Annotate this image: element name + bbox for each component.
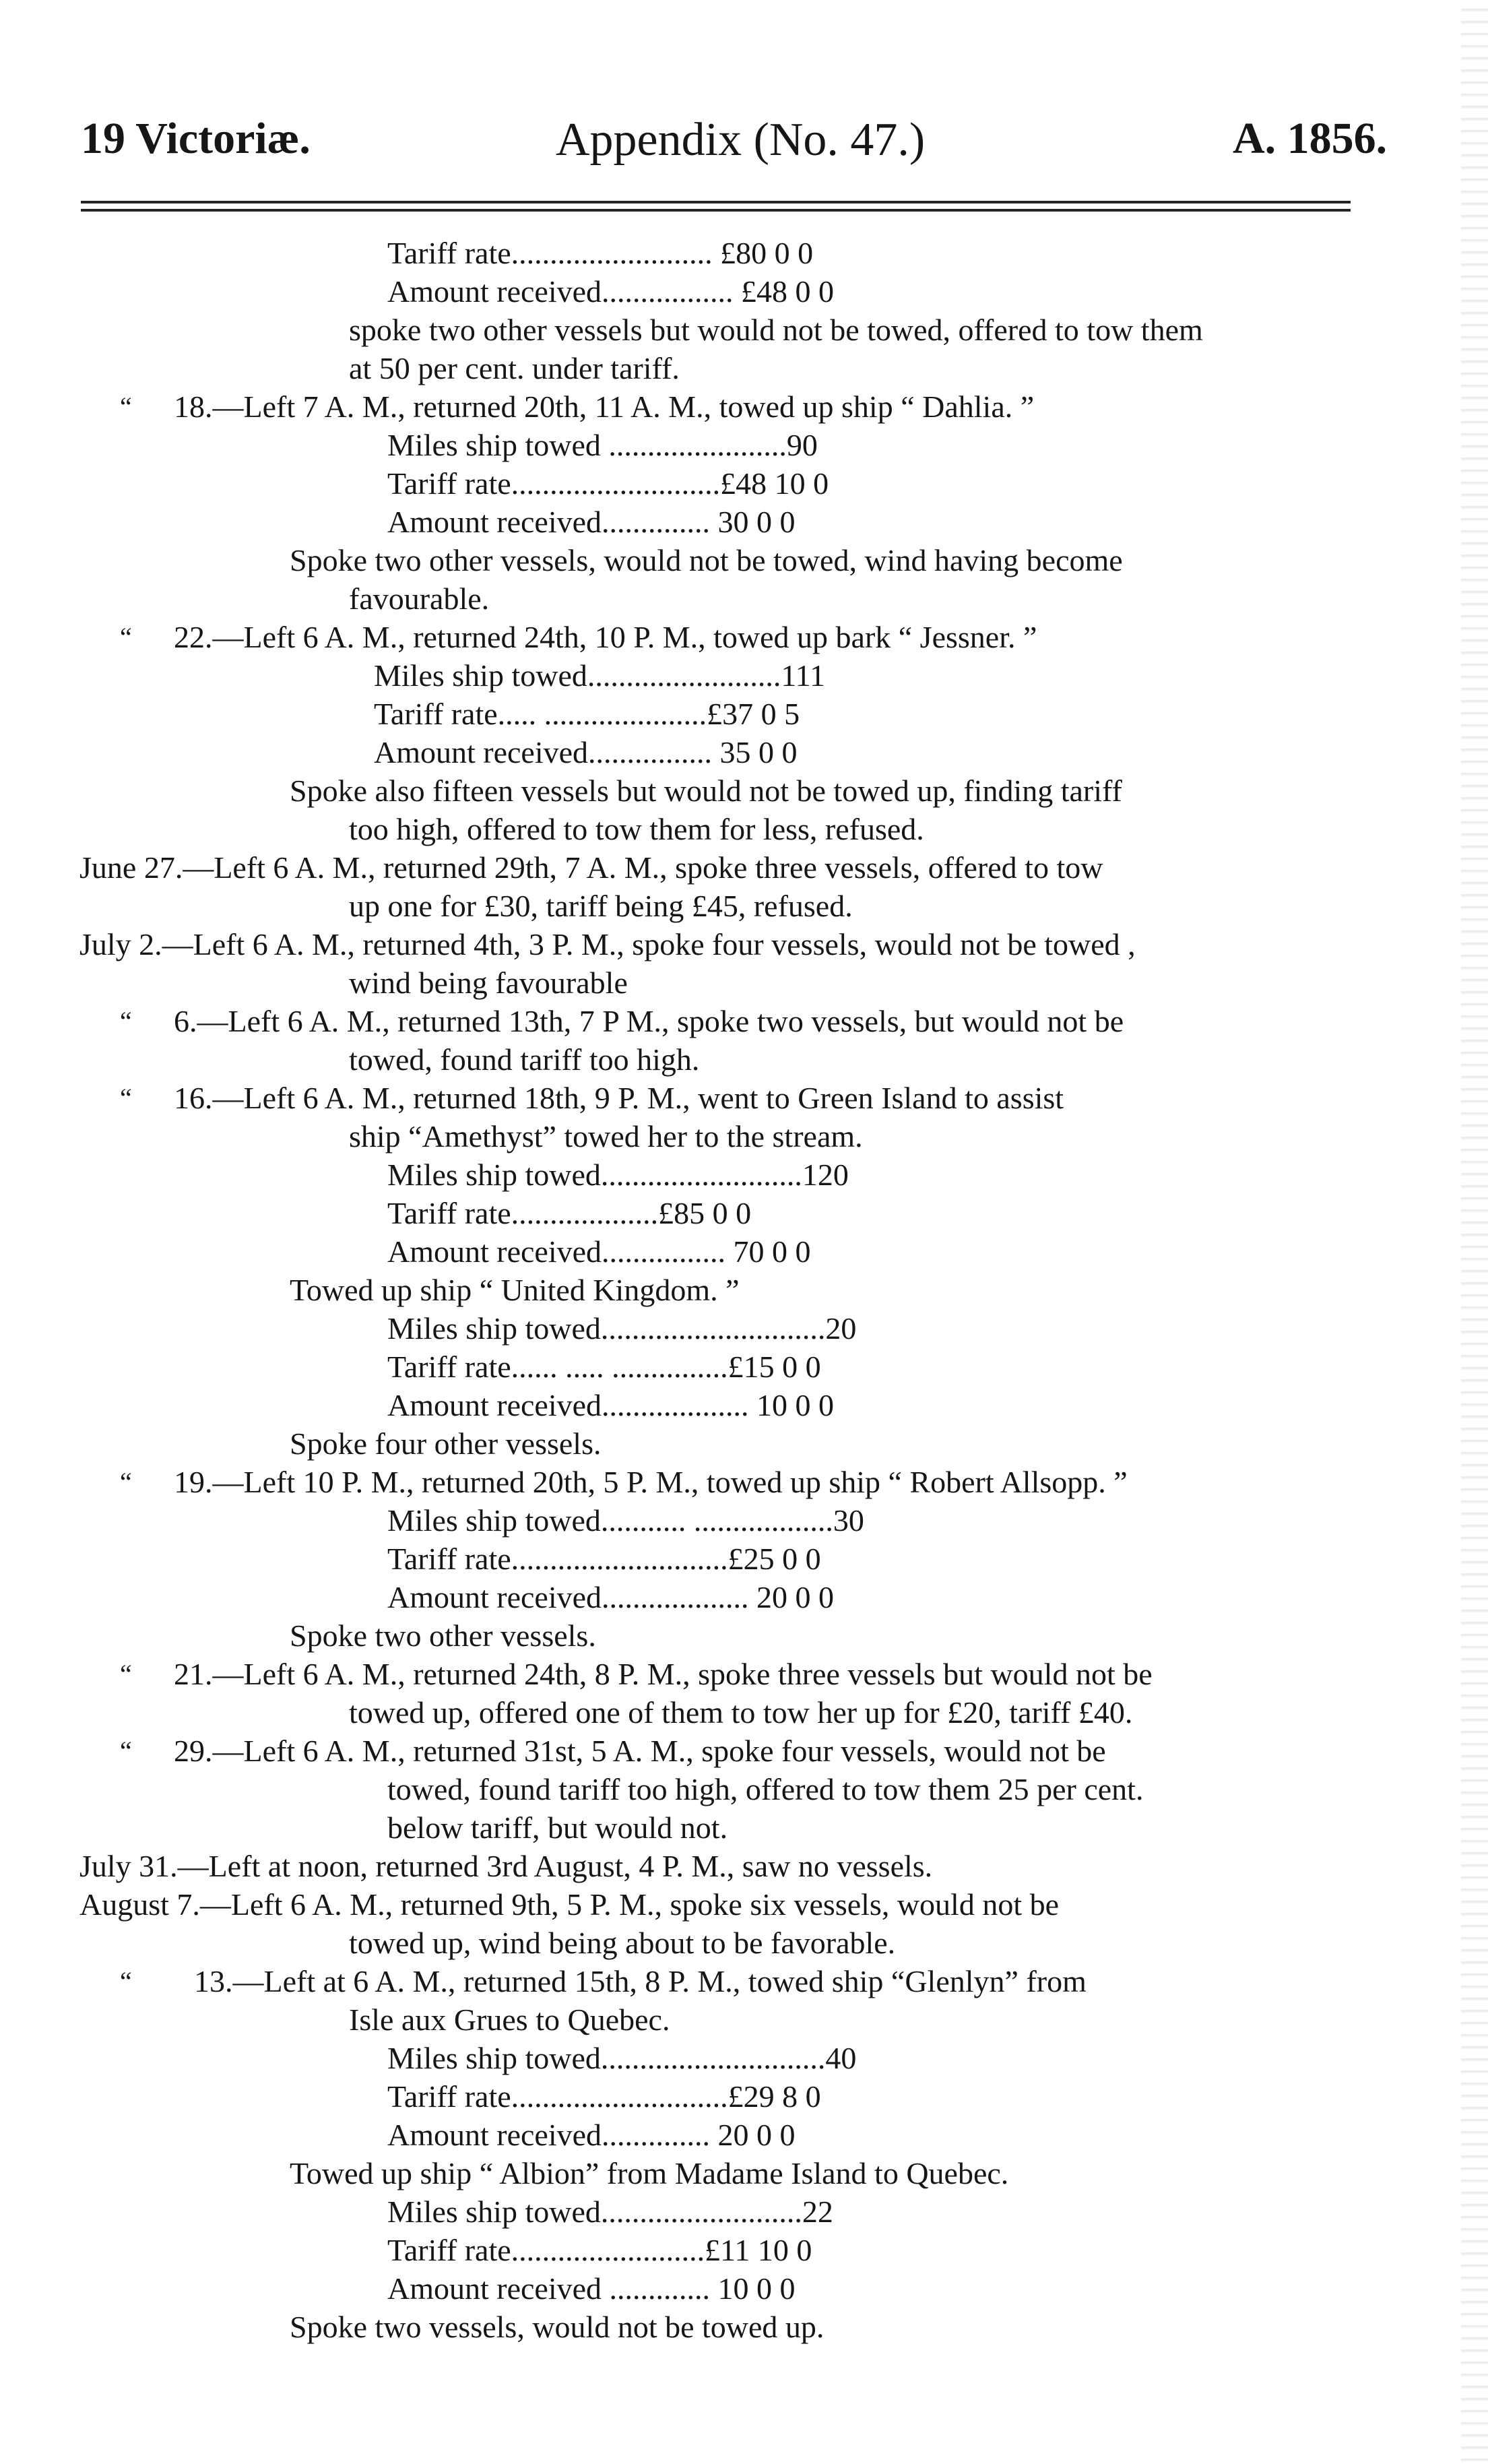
log-line: at 50 per cent. under tariff.: [349, 351, 680, 385]
log-line: 16.—Left 6 A. M., returned 18th, 9 P. M., went to Green Island to assist: [174, 1081, 1064, 1115]
log-line: Spoke four other vessels.: [290, 1426, 602, 1461]
log-line: Spoke also fifteen vessels but would not be towed up, finding tariff: [290, 773, 1122, 808]
log-line: Spoke two other vessels, would not be towed, wind having become: [290, 543, 1123, 577]
log-line: Amount received................... 10 0 0: [387, 1388, 835, 1422]
log-line: 21.—Left 6 A. M., returned 24th, 8 P. M., spoke three vessels but would not be: [174, 1657, 1153, 1691]
log-line: Towed up ship “ United Kingdom. ”: [290, 1273, 740, 1307]
scan-edge-noise: [1461, 0, 1488, 2464]
log-line: 29.—Left 6 A. M., returned 31st, 5 A. M., spoke four vessels, would not be: [174, 1734, 1106, 1768]
log-line: Tariff rate.......................... £80 0 0: [387, 236, 814, 270]
log-line: towed up, wind being about to be favorable.: [349, 1926, 896, 1960]
log-line: Miles ship towed........... ..................30: [387, 1503, 864, 1538]
header-rule-bottom: [81, 209, 1351, 212]
log-line: below tariff, but would not.: [387, 1810, 728, 1845]
log-line: wind being favourable: [349, 966, 628, 1000]
log-line: August 7.—Left 6 A. M., returned 9th, 5 P. M., spoke six vessels, would not be: [79, 1887, 1060, 1922]
log-line: Miles ship towed.............................40: [387, 2041, 857, 2075]
log-line: favourable.: [349, 581, 490, 616]
log-line: July 2.—Left 6 A. M., returned 4th, 3 P. M., spoke four vessels, would not be towed ,: [79, 927, 1136, 961]
log-line: Amount received................. £48 0 0: [387, 274, 835, 309]
log-line: towed up, offered one of them to tow her up for £20, tariff £40.: [349, 1695, 1133, 1730]
log-line: too high, offered to tow them for less, refused.: [349, 812, 924, 846]
log-line: Tariff rate...................£85 0 0: [387, 1196, 752, 1230]
log-line: spoke two other vessels but would not be towed, offered to tow them: [349, 313, 1203, 347]
log-line: Amount received.............. 20 0 0: [387, 2118, 796, 2152]
log-line: July 31.—Left at noon, returned 3rd August, 4 P. M., saw no vessels.: [79, 1849, 933, 1883]
log-line: towed, found tariff too high.: [349, 1042, 700, 1077]
log-line: up one for £30, tariff being £45, refused.: [349, 889, 853, 923]
ditto-mark: “: [120, 1006, 132, 1036]
log-line: Miles ship towed..........................120: [387, 1158, 849, 1192]
log-line: Tariff rate...... ..... ...............£15 0 0: [387, 1350, 821, 1384]
log-line: Miles ship towed .......................90: [387, 428, 818, 462]
log-line: Tariff rate...........................£48 10 0: [387, 466, 829, 501]
log-line: Miles ship towed.............................20: [387, 1311, 857, 1346]
log-line: 22.—Left 6 A. M., returned 24th, 10 P. M., towed up bark “ Jessner. ”: [174, 620, 1037, 654]
ditto-mark: “: [120, 1966, 132, 1996]
log-line: Amount received................ 35 0 0: [374, 735, 798, 769]
log-line: 6.—Left 6 A. M., returned 13th, 7 P M., spoke two vessels, but would not be: [174, 1004, 1124, 1038]
log-line: Amount received................... 20 0 0: [387, 1580, 835, 1614]
header-rule-top: [81, 201, 1351, 203]
log-line: 19.—Left 10 P. M., returned 20th, 5 P. M., towed up ship “ Robert Allsopp. ”: [174, 1465, 1128, 1499]
log-line: Spoke two other vessels.: [290, 1618, 596, 1653]
ditto-mark: “: [120, 1083, 132, 1113]
log-line: towed, found tariff too high, offered to tow them 25 per cent.: [387, 1772, 1144, 1806]
log-line: ship “Amethyst” towed her to the stream.: [349, 1119, 863, 1154]
log-line: Amount received................ 70 0 0: [387, 1234, 811, 1269]
log-line: 13.—Left at 6 A. M., returned 15th, 8 P. M., towed ship “Glenlyn” from: [194, 1964, 1087, 1998]
log-line: 18.—Left 7 A. M., returned 20th, 11 A. M., towed up ship “ Dahlia. ”: [174, 389, 1035, 424]
ditto-mark: “: [120, 1659, 132, 1689]
log-line: Miles ship towed.........................111: [374, 658, 825, 693]
log-line: Towed up ship “ Albion” from Madame Island to Quebec.: [290, 2156, 1009, 2190]
log-line: Isle aux Grues to Quebec.: [349, 2002, 670, 2037]
log-line: Amount received ............. 10 0 0: [387, 2271, 796, 2306]
ditto-mark: “: [120, 1736, 132, 1766]
log-line: Amount received.............. 30 0 0: [387, 505, 796, 539]
ditto-mark: “: [120, 1467, 132, 1497]
header-appendix: Appendix (No. 47.): [556, 114, 926, 166]
ditto-mark: “: [120, 391, 132, 422]
header-session: 19 Victoriæ.: [81, 114, 311, 163]
header-year: A. 1856.: [1233, 114, 1388, 163]
log-line: Tariff rate.........................£11 10 0: [387, 2233, 812, 2267]
log-line: Tariff rate............................£29 8 0: [387, 2079, 821, 2114]
ditto-mark: “: [120, 622, 132, 652]
log-line: June 27.—Left 6 A. M., returned 29th, 7 A. M., spoke three vessels, offered to tow: [79, 850, 1103, 885]
log-line: Tariff rate..... .....................£37 0 5: [374, 697, 800, 731]
log-line: Tariff rate............................£25 0 0: [387, 1542, 821, 1576]
log-line: Miles ship towed..........................22: [387, 2194, 833, 2229]
log-line: Spoke two vessels, would not be towed up.: [290, 2310, 824, 2344]
